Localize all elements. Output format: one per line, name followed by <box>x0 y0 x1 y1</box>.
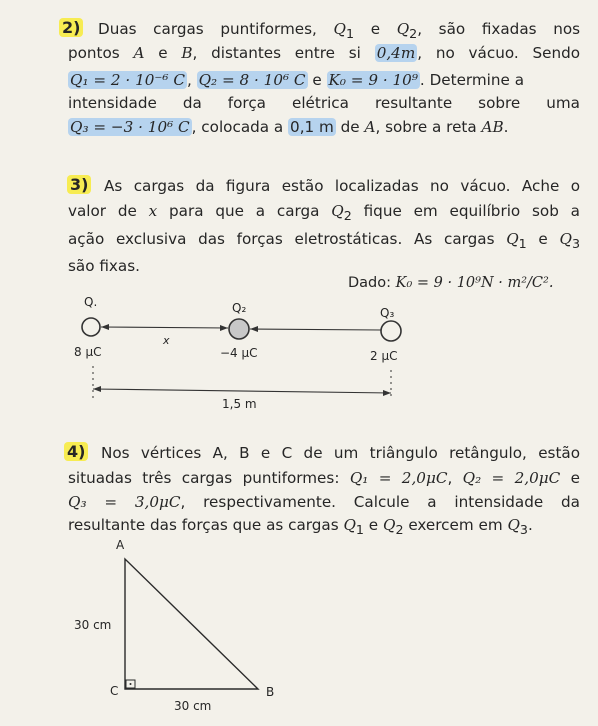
question-4-text-cont <box>68 467 580 542</box>
question-3-text-cont <box>68 200 580 279</box>
question-2-text-cont <box>68 42 580 139</box>
question-3-number: 3) <box>67 175 91 194</box>
triangle-figure <box>70 535 300 720</box>
x-arrow-left <box>101 324 109 330</box>
q3-line-4: são fixas. <box>68 257 140 276</box>
q4-line-1: Nos vértices A, B e C de um triângulo retângulo, estão <box>101 444 580 462</box>
q3-label: Q₃ <box>380 306 395 320</box>
question-4-number: 4) <box>64 442 88 461</box>
q2-label: Q₂ <box>232 301 247 315</box>
right-angle-dot <box>130 683 132 685</box>
q3-line-1: As cargas da figura estão localizadas no vácuo. Ache o <box>104 177 580 195</box>
given-constant <box>348 275 553 291</box>
q2-line-5: Q₃ = −3 · 10⁶ C , colocada a 0,1 m de A, sobre a reta AB. <box>70 117 509 136</box>
x-arrow-right <box>220 325 228 331</box>
charge-q1-circle <box>82 318 100 336</box>
q2-line-1: Duas cargas puntiformes, $Q_1$ e $Q_2$, são fixadas nos <box>98 20 581 42</box>
q2-q3-arrow <box>250 326 258 332</box>
x-distance-line <box>101 327 228 328</box>
given-formula: K₀ = 9 · 10⁹N · m²/C². <box>395 275 554 291</box>
vertex-b-label: B <box>266 685 275 699</box>
vertex-c-label: C <box>110 684 119 698</box>
q4-line-3: Q₃ = 3,0μC, respectivamente. Calcule a intensidade da <box>68 492 580 511</box>
side-cb-label: 30 cm <box>174 699 212 713</box>
vertex-a-label: A <box>116 538 125 552</box>
charges-figure <box>60 290 420 420</box>
q1-label: Q. <box>84 295 98 309</box>
total-arrow-left <box>93 386 101 392</box>
highlight-k0: K₀ = 9 · 10⁹ <box>328 70 418 89</box>
highlight-distance-2: 0,1 m <box>290 117 334 136</box>
q1-value: 8 μC <box>74 345 102 359</box>
q4-line-4: resultante das forças que as cargas $Q_1$ e $Q_2$ exercem em $Q_3$. <box>68 516 533 538</box>
question-3-text <box>104 175 580 199</box>
highlight-distance: 0,4m <box>376 44 416 62</box>
q3-value: 2 μC <box>370 349 398 363</box>
charge-q2-circle <box>229 319 249 339</box>
total-distance-label: 1,5 m <box>222 397 257 411</box>
side-ac-label: 30 cm <box>74 618 112 632</box>
total-arrow-right <box>383 390 391 396</box>
question-4-text <box>101 442 580 466</box>
total-distance-line <box>93 389 391 393</box>
q2-line-2: pontos A e B, distantes entre si 0,4m , no vácuo. Sendo <box>68 44 580 62</box>
question-2-number: 2) <box>59 18 83 37</box>
q2-q3-line <box>250 329 381 330</box>
highlight-q1: Q₁ = 2 · 10⁻⁶ C <box>70 70 185 89</box>
highlight-q3: Q₃ = −3 · 10⁶ C <box>70 117 190 136</box>
q3-line-2: valor de x para que a carga $Q_2$ fique em equilíbrio sob a <box>68 202 580 224</box>
q3-line-3: ação exclusiva das forças eletrostáticas. As cargas $Q_1$ e $Q_3$ <box>68 229 580 251</box>
charge-q3-circle <box>381 321 401 341</box>
q2-value: −4 μC <box>220 346 258 360</box>
highlight-q2: Q₂ = 8 · 10⁶ C <box>198 70 306 89</box>
given-label: Dado: <box>348 275 392 291</box>
q2-line-4: intensidade da força elétrica resultante sobre uma <box>68 94 580 112</box>
right-triangle <box>125 559 258 689</box>
q2-line-3: Q₁ = 2 · 10⁻⁶ C , Q₂ = 8 · 10⁶ C e K₀ = 9 · 10⁹ . Determine a <box>70 70 525 89</box>
x-label: x <box>163 334 170 347</box>
q4-line-2: situadas três cargas puntiformes: Q₁ = 2,0μC, Q₂ = 2,0μC e <box>68 469 581 487</box>
